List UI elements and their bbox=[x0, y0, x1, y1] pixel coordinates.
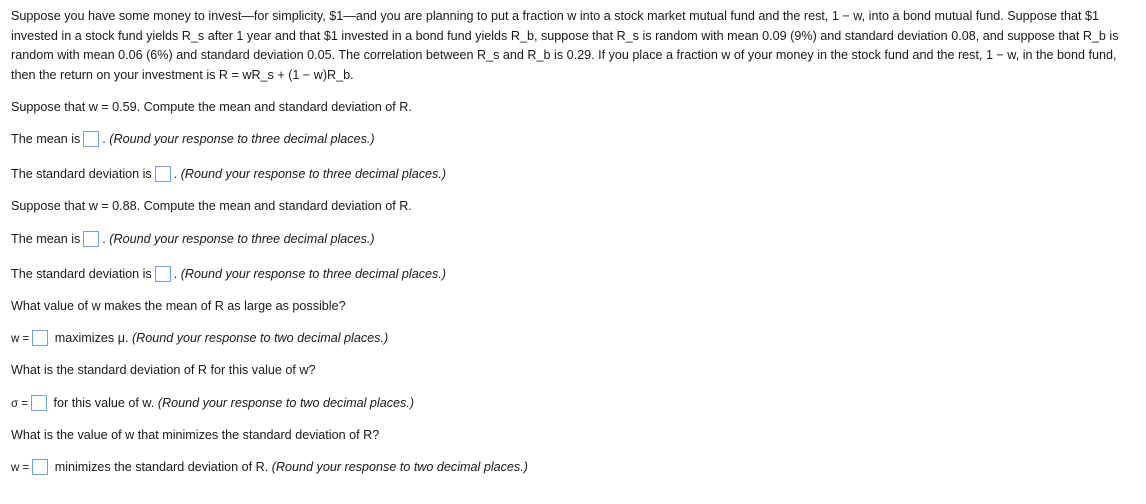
part1-prompt: Suppose that w = 0.59. Compute the mean and standard deviation of R. bbox=[11, 100, 412, 114]
part3-suffix: maximizes μ. bbox=[54, 331, 129, 345]
part2-sd-label: The standard deviation is bbox=[11, 267, 152, 281]
part2-sd-instruction: (Round your response to three decimal places.) bbox=[180, 267, 447, 281]
part5-suffix: minimizes the standard deviation of R. bbox=[54, 460, 269, 474]
problem-line-2: invested in a stock fund yields R_s after 1 year and that $1 invested in a bond fund yields R_b, suppose that R_s is random with mean 0.09 (9%) and standard deviation 0.08, and suppose that R_b is bbox=[11, 28, 1119, 43]
part3-lhs: w = bbox=[11, 333, 30, 345]
part1-mean-label: The mean is bbox=[11, 132, 81, 146]
part2-prompt: Suppose that w = 0.88. Compute the mean and standard deviation of R. bbox=[11, 199, 412, 213]
part1-sd-instruction: (Round your response to three decimal places.) bbox=[180, 167, 447, 181]
part4-sigma-input[interactable] bbox=[31, 395, 47, 411]
part5-lhs: w = bbox=[11, 462, 30, 474]
part5-w-input[interactable] bbox=[32, 459, 48, 475]
part3-instruction: (Round your response to two decimal places.) bbox=[131, 331, 389, 345]
part1-sd-input[interactable] bbox=[155, 166, 171, 182]
part3-row bbox=[11, 328, 388, 348]
part2-sd-input[interactable] bbox=[155, 266, 171, 282]
part4-lhs: σ = bbox=[11, 398, 29, 410]
part5-row bbox=[11, 457, 528, 477]
part5-prompt: What is the value of w that minimizes the standard deviation of R? bbox=[11, 428, 380, 442]
part4-prompt: What is the standard deviation of R for this value of w? bbox=[11, 363, 316, 377]
problem-statement bbox=[11, 7, 1146, 85]
part2-mean-row: The mean is . (Round your response to three decimal places.) bbox=[11, 232, 375, 246]
problem-line-1: Suppose you have some money to invest—for simplicity, $1—and you are planning to put a fraction w into a stock market mutual fund and the rest, 1 − w, into a bond mutual fund. Suppose that $1 bbox=[11, 9, 1100, 23]
part2-mean-instruction: (Round your response to three decimal places.) bbox=[109, 232, 375, 246]
part3-prompt: What value of w makes the mean of R as large as possible? bbox=[11, 299, 346, 313]
part2-mean-input[interactable] bbox=[83, 231, 99, 247]
problem-line-3: random with mean 0.06 (6%) and standard deviation 0.05. The correlation between R_s and R_b is 0.29. If you place a fraction w of your money in the stock fund and the rest, 1 − w, in the bond fund, bbox=[11, 48, 1117, 63]
problem-line-4: then the return on your investment is R = wR_s + (1 − w)R_b. bbox=[11, 67, 354, 82]
part3-w-input[interactable] bbox=[32, 330, 48, 346]
part1-mean-instruction: (Round your response to three decimal places.) bbox=[109, 132, 375, 146]
part1-mean-input[interactable] bbox=[83, 131, 99, 147]
part4-suffix: for this value of w. bbox=[53, 396, 155, 410]
part1-sd-label: The standard deviation is bbox=[11, 167, 152, 181]
part5-instruction: (Round your response to two decimal places.) bbox=[271, 460, 528, 474]
part1-mean-row: The mean is . (Round your response to three decimal places.) bbox=[11, 132, 375, 146]
part1-sd-row: The standard deviation is . (Round your response to three decimal places.) bbox=[11, 167, 447, 181]
part4-row bbox=[11, 393, 414, 413]
part2-sd-row: The standard deviation is . (Round your response to three decimal places.) bbox=[11, 267, 447, 281]
part4-instruction: (Round your response to two decimal places.) bbox=[157, 396, 415, 410]
part2-mean-label: The mean is bbox=[11, 232, 81, 246]
